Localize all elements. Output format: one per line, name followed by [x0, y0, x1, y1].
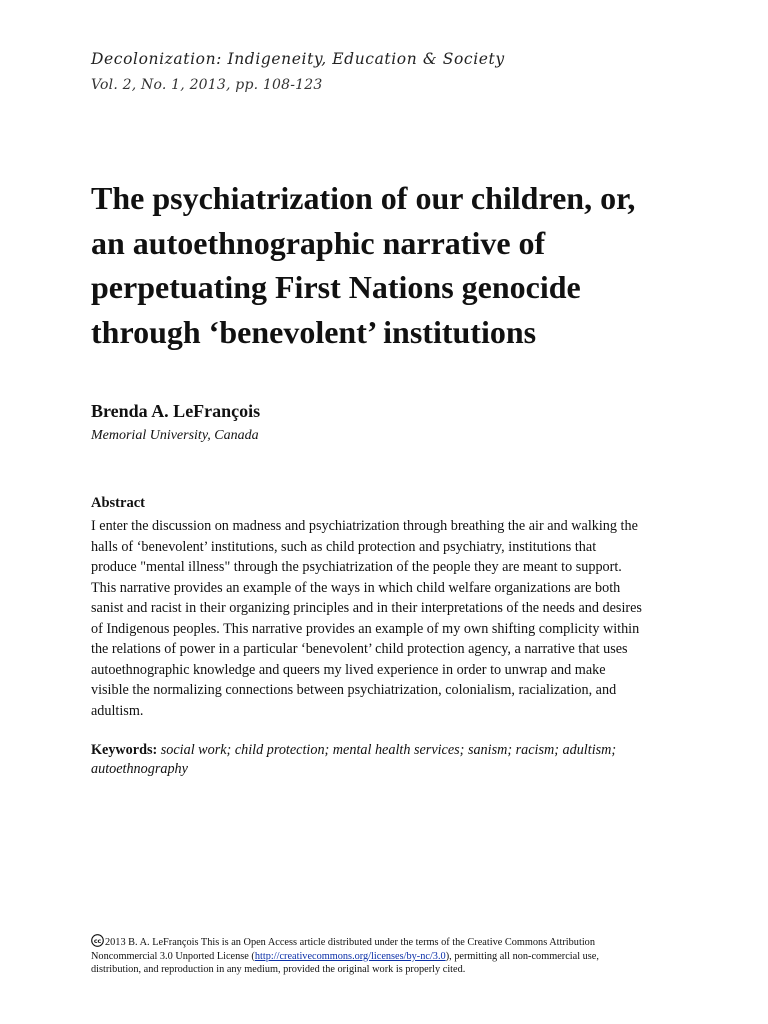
journal-name: Decolonization: Indigeneity, Education & Society	[91, 50, 505, 68]
license-line	[91, 950, 691, 964]
title-line: through ‘benevolent’ institutions	[91, 313, 537, 350]
abstract-line: This narrative provides an example of the ways in which child welfare organizations are both	[91, 579, 621, 596]
keywords-section	[91, 741, 691, 779]
svg-text:cc: cc	[93, 938, 102, 945]
license-text-2b: ), permitting all non-commercial use,	[445, 950, 599, 962]
abstract-heading: Abstract	[91, 495, 145, 511]
title-line: an autoethnographic narrative of	[91, 224, 546, 261]
abstract-line: halls of ‘benevolent’ institutions, such as child protection and psychiatry, institutions that	[91, 538, 597, 555]
license-line: distribution, and reproduction in any medium, provided the original work is properly cited.	[91, 964, 466, 976]
license-text-2a: Noncommercial 3.0 Unported License (	[91, 950, 255, 962]
article-title	[91, 176, 691, 354]
abstract-line: adultism.	[91, 702, 144, 719]
keywords-label: Keywords:	[91, 742, 158, 758]
abstract-line: the relations of power in a particular ‘benevolent’ child protection agency, a narrative that uses	[91, 641, 628, 657]
author-name: Brenda A. LeFrançois	[91, 401, 261, 421]
author-affiliation: Memorial University, Canada	[91, 428, 259, 443]
journal-volume-info: Vol. 2, No. 1, 2013, pp. 108-123	[91, 77, 323, 93]
license-link[interactable]: http://creativecommons.org/licenses/by-nc/3.0	[254, 950, 446, 962]
license-text-1: 2013 B. A. LeFrançois This is an Open Access article distributed under the terms of the Creative Commons Attribution	[105, 937, 595, 948]
abstract-line: produce "mental illness" through the psychiatrization of the people they are meant to support.	[91, 559, 622, 575]
abstract-line: visible the normalizing connections between psychiatrization, colonialism, racialization, and	[91, 682, 617, 698]
abstract-line: I enter the discussion on madness and psychiatrization through breathing the air and walking the	[91, 518, 638, 534]
abstract-body	[91, 516, 691, 721]
abstract-line: of Indigenous peoples. This narrative provides an example of my own shifting complicity within	[91, 620, 640, 637]
creative-commons-icon	[91, 934, 104, 947]
license-notice	[91, 934, 691, 977]
abstract-line: sanist and racist in their organizing principles and in their interpretations of the needs and desires	[91, 600, 642, 616]
title-line: perpetuating First Nations genocide	[91, 269, 581, 305]
title-line: The psychiatrization of our children, or,	[91, 180, 636, 216]
abstract-line: autoethnographic knowledge and queers my lived experience in order to unwrap and make	[91, 661, 606, 678]
license-line	[91, 934, 691, 950]
keywords-list: social work; child protection; mental health services; sanism; racism; adultism; autoethnography	[91, 742, 617, 777]
